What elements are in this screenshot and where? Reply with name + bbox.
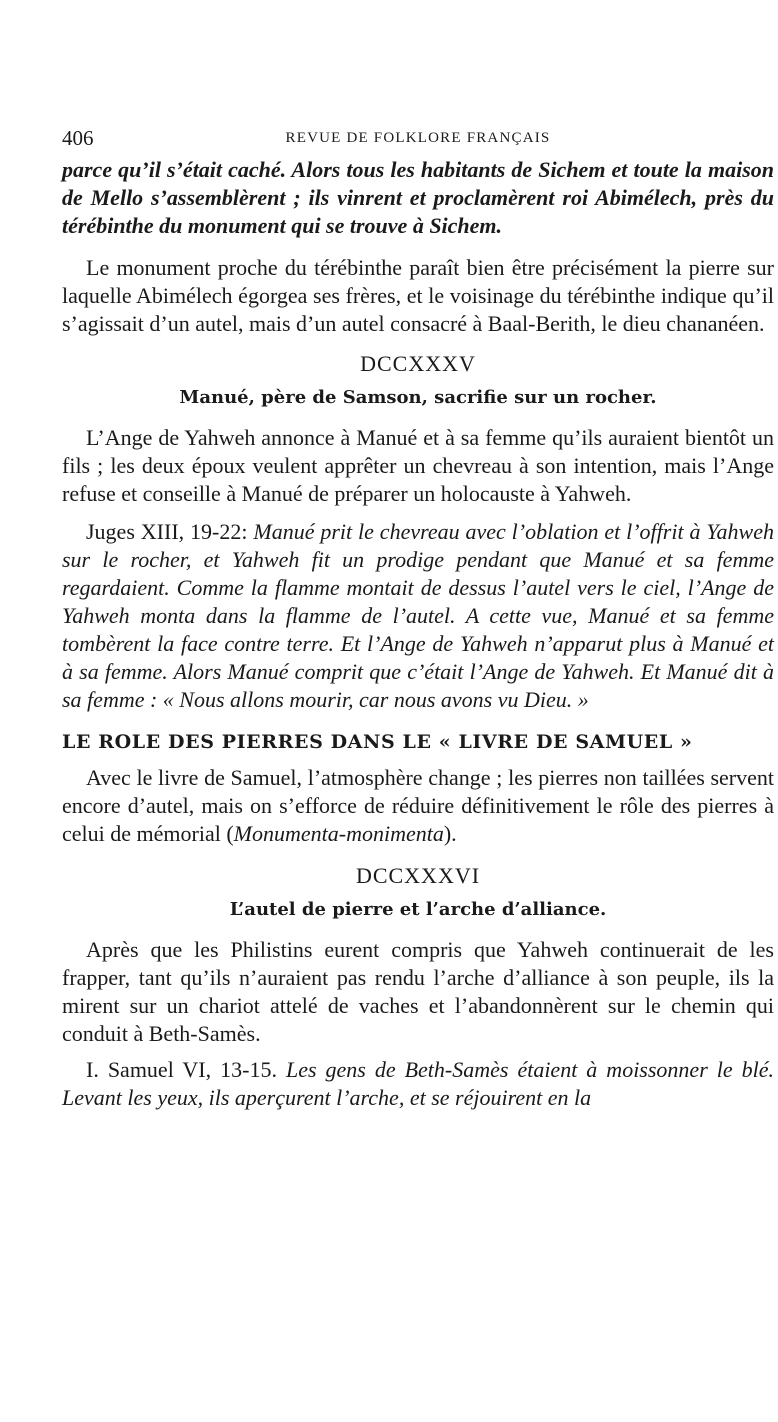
running-head [62, 126, 774, 156]
section-numeral-dccxxxvi: DCCXXXVI [355, 863, 481, 888]
paragraph-continuation: parce qu’il s’était caché. Alors tous les habitants de Sichem et toute la maison de Mello s’assemblèrent ; ils vinrent et proclamèrent roi Abimélech, près du térébinthe du monument qui se trouve à Sichem. [62, 157, 774, 238]
section-title-manue: Manué, père de Samson, sacrifie sur un rocher. [179, 387, 657, 408]
quote-juges: Manué prit le chevreau avec l’oblation et l’offrit à Yahweh sur le rocher, et Yahweh fit un prodige pendant que Manué et sa femme regardaient. Comme la flamme montait de dessus l’autel vers le ciel, l’Ange de Yahweh monta dans la flamme de l’autel. A cette vue, Manué et sa femme tombèrent la face contre terre. Et l’Ange de Yahweh n’apparut plus à Manué et à sa femme. Alors Manué comprit que c’était l’Ange de Yahweh. Et Manué dit à sa femme : « Nous allons mourir, car nous avons vu Dieu. » [62, 519, 774, 712]
paragraph-juges [62, 518, 774, 714]
citation-juges: Juges XIII, 19-22: [86, 519, 254, 544]
section-title-autel: L’autel de pierre et l’arche d’alliance. [229, 899, 607, 920]
citation-samuel: I. Samuel VI, 13-15. [86, 1057, 286, 1082]
monumenta-term: Monumenta-monimenta [233, 821, 444, 846]
samuel-text: Avec le livre de Samuel, l’atmosphère change ; les pierres non taillées servent encore d’autel, mais on s’efforce de réduire définitivement le rôle des pierres à celui de mémorial ( [62, 765, 774, 846]
paragraph-samuel [62, 764, 774, 848]
quote-samuel: Les gens de Beth-Samès étaient à moissonner le blé. Levant les yeux, ils aperçurent l’arche, et se réjouirent en la [62, 1057, 774, 1110]
section-numeral-dccxxxv: DCCXXXV [360, 351, 476, 376]
paragraph-philistins: Après que les Philistins eurent compris que Yahweh continuerait de les frapper, tant qu’ils n’auraient pas rendu l’arche d’alliance à son peuple, ils la mirent sur un chariot attelé de vaches et l’abandonnèrent sur le chemin qui conduit à Beth-Samès. [62, 937, 774, 1046]
chapter-heading: LE ROLE DES PIERRES DANS LE « LIVRE DE SAMUEL » [62, 731, 693, 753]
paragraph-samuel-vi [62, 1056, 774, 1112]
paragraph-ange: L’Ange de Yahweh annonce à Manué et à sa femme qu’ils auraient bientôt un fils ; les deux époux veulent apprêter un chevreau à son intention, mais l’Ange refuse et conseille à Manué de préparer un holocauste à Yahweh. [62, 425, 774, 506]
book-page [62, 126, 774, 1112]
page-number: 406 [62, 126, 94, 150]
samuel-text-end: ). [443, 821, 457, 846]
paragraph-monument: Le monument proche du térébinthe paraît bien être précisément la pierre sur laquelle Abimélech égorgea ses frères, et le voisinage du térébinthe indique qu’il s’agissait d’un autel, mais d’un autel consacré à Baal-Berith, le dieu chananéen. [62, 255, 774, 336]
running-title: REVUE DE FOLKLORE FRANÇAIS [285, 130, 551, 146]
